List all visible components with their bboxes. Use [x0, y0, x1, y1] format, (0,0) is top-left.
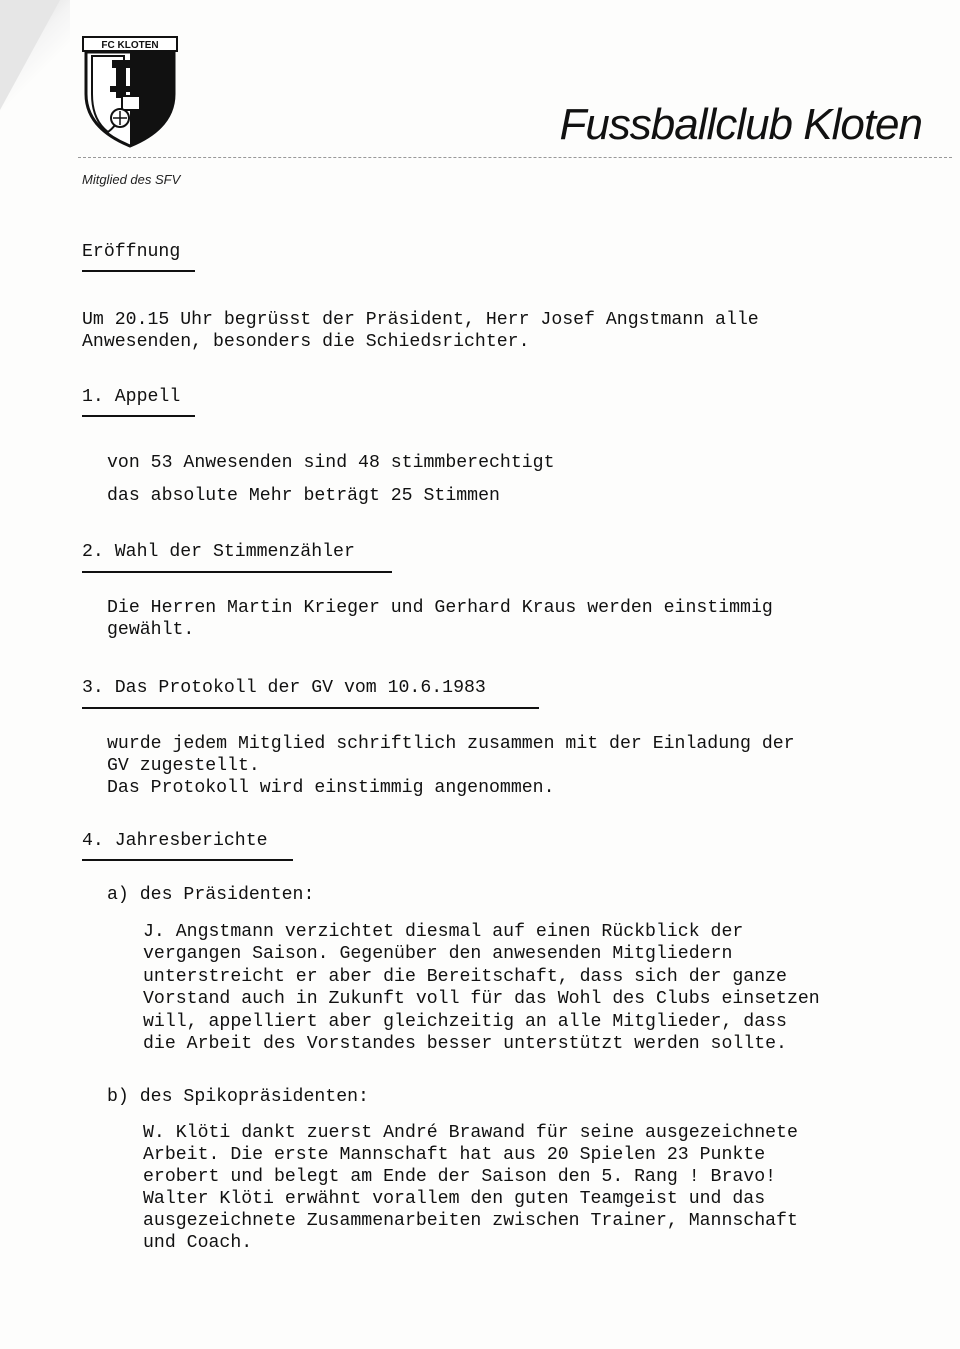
wahl-line-1: Die Herren Martin Krieger und Gerhard Kraus werden einstimmig — [107, 598, 773, 618]
protokoll-line-2: GV zugestellt. — [107, 756, 260, 776]
spiko-line: und Coach. — [143, 1233, 253, 1253]
opening-line-2: Anwesenden, besonders die Schiedsrichter. — [82, 332, 530, 352]
praesident-label: a) des Präsidenten: — [107, 885, 315, 905]
wahl-line-2: gewählt. — [107, 620, 195, 640]
page-fold-corner — [0, 0, 60, 110]
appell-heading: 1. Appell — [82, 387, 181, 407]
jahresberichte-heading: 4. Jahresberichte — [82, 831, 268, 851]
protokoll-underline — [82, 707, 539, 709]
spiko-line: Arbeit. Die erste Mannschaft hat aus 20 Spielen 23 Punkte — [143, 1145, 766, 1165]
praesident-line: will, appelliert aber gleichzeitig an alle Mitglieder, dass — [143, 1012, 787, 1032]
protokoll-line-1: wurde jedem Mitglied schriftlich zusammen mit der Einladung der — [107, 734, 795, 754]
praesident-line: vergangen Saison. Gegenüber den anwesenden Mitgliedern — [143, 944, 733, 964]
appell-underline — [82, 415, 195, 417]
opening-line-1: Um 20.15 Uhr begrüsst der Präsident, Herr Josef Angstmann alle — [82, 310, 759, 330]
praesident-line: J. Angstmann verzichtet diesmal auf einen Rückblick der — [143, 922, 744, 942]
membership-line: Mitglied des SFV — [82, 172, 181, 187]
spiko-label: b) des Spikopräsidenten: — [107, 1087, 369, 1107]
opening-underline — [82, 270, 195, 272]
appell-line-2: das absolute Mehr beträgt 25 Stimmen — [107, 486, 500, 506]
spiko-line: ausgezeichnete Zusammenarbeiten zwischen Trainer, Mannschaft — [143, 1211, 798, 1231]
spiko-line: erobert und belegt am Ende der Saison den 5. Rang ! Bravo! — [143, 1167, 777, 1187]
appell-line-1: von 53 Anwesenden sind 48 stimmberechtigt — [107, 453, 555, 473]
protokoll-line-3: Das Protokoll wird einstimmig angenommen. — [107, 778, 555, 798]
logo-text: FC KLOTEN — [101, 40, 159, 51]
club-name-heading: Fussballclub Kloten — [559, 100, 922, 149]
opening-heading: Eröffnung — [82, 242, 181, 262]
wahl-underline — [82, 571, 392, 573]
praesident-line: unterstreicht er aber die Bereitschaft, dass sich der ganze — [143, 967, 787, 987]
spiko-line: Walter Klöti erwähnt vorallem den guten Teamgeist und das — [143, 1189, 766, 1209]
wahl-heading: 2. Wahl der Stimmenzähler — [82, 542, 355, 562]
header-rule — [78, 157, 952, 158]
spiko-line: W. Klöti dankt zuerst André Brawand für seine ausgezeichnete — [143, 1123, 798, 1143]
praesident-line: Vorstand auch in Zukunft voll für das Wohl des Clubs einsetzen — [143, 989, 820, 1009]
club-crest-logo — [82, 36, 178, 148]
praesident-line: die Arbeit des Vorstandes besser unterstützt werden sollte. — [143, 1034, 787, 1054]
jahresberichte-underline — [82, 859, 293, 861]
protokoll-heading: 3. Das Protokoll der GV vom 10.6.1983 — [82, 678, 486, 698]
